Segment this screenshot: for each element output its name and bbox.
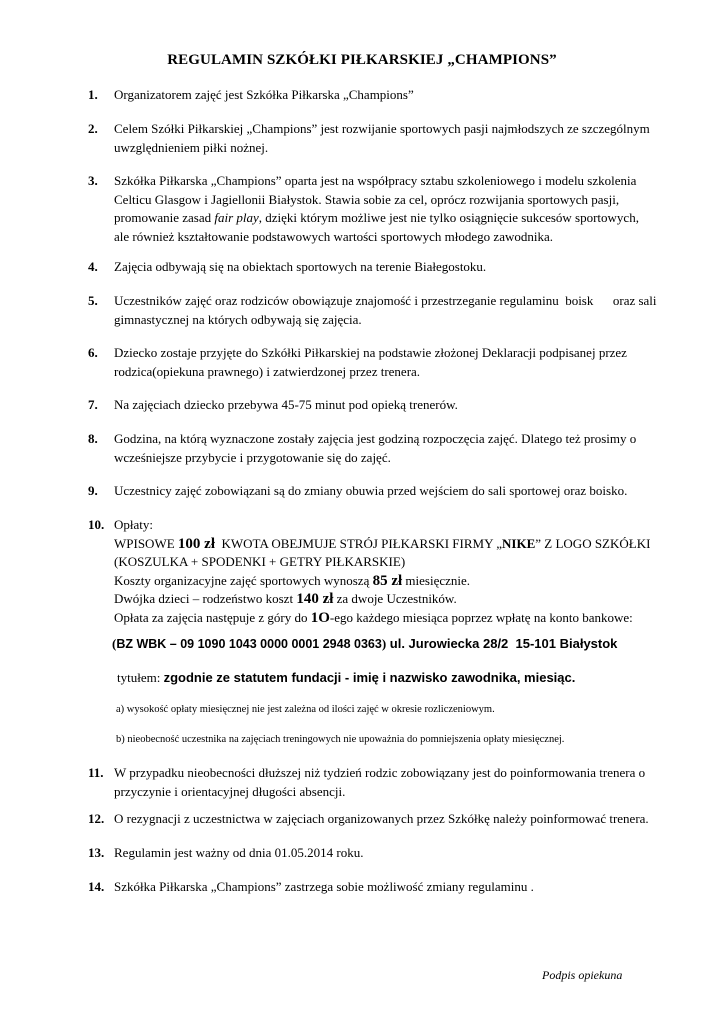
sibling-cost-line xyxy=(114,590,688,609)
rule-text-line: Dziecko zostaje przyjęte do Szkółki Piłkarskiej na podstawie złożonej Deklaracji podpisanej przez xyxy=(114,345,627,360)
transfer-title-label: tytułem: xyxy=(117,670,164,685)
rule-13 xyxy=(88,844,688,863)
bank-account-number: BZ WBK – 09 1090 1043 0000 0001 2948 0363 xyxy=(116,637,382,651)
rule-text-line: ale również kształtowanie podstawowych wartości sportowych młodego zawodnika. xyxy=(114,228,553,244)
rule-text-line: uwzględnieniem piłki nożnej. xyxy=(114,139,269,155)
bank-address: ul. Jurowiecka 28/2 15-101 Białystok xyxy=(386,636,618,651)
text-run: WPISOWE xyxy=(114,535,178,551)
fee-line xyxy=(114,535,688,554)
rule-text: Zajęcia odbywają się na obiektach sportowych na terenie Białegostoku. xyxy=(114,259,487,274)
rule-11 xyxy=(88,764,688,801)
rule-6 xyxy=(88,344,688,381)
fee-line: (KOSZULKA + SPODENKI + GETRY PIŁKARSKIE) xyxy=(114,554,406,569)
monthly-fee-amount: 85 zł xyxy=(372,572,403,589)
page-title: REGULAMIN SZKÓŁKI PIŁKARSKIEJ „CHAMPIONS” xyxy=(167,52,557,68)
rule-number: 4. xyxy=(88,259,98,274)
rule-number: 9. xyxy=(88,483,98,498)
text-run: za dwoje Uczestników. xyxy=(333,591,457,606)
rule-7 xyxy=(88,396,688,415)
rule-8 xyxy=(88,430,688,467)
rule-text: Na zajęciach dziecko przebywa 45-75 minut pod opieką trenerów. xyxy=(114,397,458,412)
text-run: Dwójka dzieci – rodzeństwo koszt xyxy=(114,591,297,606)
rule-number: 11. xyxy=(88,765,104,780)
rule-text-line xyxy=(114,209,688,228)
text-run: Koszty organizacyjne zajęć sportowych wynoszą xyxy=(114,572,373,588)
cost-line xyxy=(114,572,688,591)
rule-text: O rezygnacji z uczestnictwa w zajęciach organizowanych przez Szkółkę należy poinformować trenera. xyxy=(114,811,649,826)
rule-text-line: Celem Szółki Piłkarskiej „Champions” jest rozwijanie sportowych pasji najmłodszych ze szczególnym xyxy=(114,121,650,136)
rule-1 xyxy=(88,86,688,105)
rule-number: 14. xyxy=(88,879,105,894)
text-run: -ego każdego miesiąca poprzez wpłatę na konto bankowe: xyxy=(329,609,633,625)
sibling-fee-amount: 140 zł xyxy=(296,591,334,607)
rule-number: 2. xyxy=(88,121,98,136)
payment-line xyxy=(114,609,688,628)
rule-3 xyxy=(88,172,688,246)
rule-text-line: Szkółka Piłkarska „Champions” oparta jest na współpracy sztabu szkoleniowego i modelu szkolenia xyxy=(114,173,637,188)
rule-5 xyxy=(88,292,688,329)
rule-text-line: przyczynie i orientacyjnej długości absencji. xyxy=(114,783,346,799)
rule-text-line: Godzina, na którą wyznaczone zostały zajęcia jest godziną rozpoczęcia zajęć. Dlatego też prosimy o xyxy=(114,431,637,446)
fair-play-text: fair play xyxy=(214,210,259,225)
rule-4 xyxy=(88,258,688,277)
rule-text-line: rodzica(opiekuna prawnego) i zatwierdzonej przez trenera. xyxy=(114,363,421,379)
text-run: KWOTA OBEJMUJE STRÓJ PIŁKARSKI FIRMY „ xyxy=(215,535,503,551)
text-run: ” Z LOGO SZKÓŁKI xyxy=(535,535,651,551)
rule-number: 10. xyxy=(88,517,105,532)
rule-number: 7. xyxy=(88,397,98,412)
rule-number: 3. xyxy=(88,173,98,188)
payment-day: 1O xyxy=(310,609,330,626)
text-run: promowanie zasad xyxy=(114,210,215,225)
rule-number: 13. xyxy=(88,845,105,860)
transfer-title-line xyxy=(117,670,575,686)
rule-number: 5. xyxy=(88,293,98,308)
rule-number: 6. xyxy=(88,345,98,360)
rule-number: 1. xyxy=(88,87,98,102)
text-run: Opłata za zajęcia następuje z góry do xyxy=(114,609,311,625)
brand-name: NIKE xyxy=(502,535,536,551)
rule-text-line: Uczestników zajęć oraz rodziców obowiązuje znajomość i przestrzeganie regulaminu boisk oraz sali xyxy=(114,293,657,308)
entry-fee-amount: 100 zł xyxy=(177,535,215,552)
rule-2 xyxy=(88,120,688,157)
rule-number: 12. xyxy=(88,811,105,826)
rule-text-line: Celticu Glasgow i Jagiellonii Białystok. Stawia sobie za cel, oprócz rozwijania sportowych pasji, xyxy=(114,191,620,207)
rule-text: Uczestnicy zajęć zobowiązani są do zmiany obuwia przed wejściem do sali sportowej oraz boisko. xyxy=(114,483,628,498)
rule-text-line: W przypadku nieobecności dłuższej niż tydzień rodzic zobowiązany jest do poinformowania trenera o xyxy=(114,765,646,780)
fees-heading: Opłaty: xyxy=(114,517,153,532)
guardian-signature-label: Podpis opiekuna xyxy=(542,968,623,982)
rule-text-line: wcześniejsze przybycie i przygotowanie się do zajęć. xyxy=(114,449,391,465)
transfer-title-value: zgodnie ze statutem fundacji - imię i nazwisko zawodnika, miesiąc. xyxy=(163,670,576,685)
text-run: miesięcznie. xyxy=(402,572,471,588)
rule-14 xyxy=(88,878,688,897)
rule-text-line: gimnastycznej na których odbywają się zajęcia. xyxy=(114,311,362,327)
rule-text: Organizatorem zajęć jest Szkółka Piłkarska „Champions” xyxy=(114,87,414,102)
text-run: , dzięki którym możliwe jest nie tylko osiągnięcie sukcesów sportowych, xyxy=(258,210,639,225)
rule-10 xyxy=(88,516,688,627)
rule-12 xyxy=(88,810,688,829)
rule-text: Szkółka Piłkarska „Champions” zastrzega sobie możliwość zmiany regulaminu . xyxy=(114,879,534,894)
text-run: ( xyxy=(112,636,117,651)
rule-9 xyxy=(88,482,688,501)
rule-text: Regulamin jest ważny od dnia 01.05.2014 roku. xyxy=(114,845,364,860)
note-b: b) nieobecność uczestnika na zajęciach treningowych nie upoważnia do pomniejszenia opłaty miesięcznej. xyxy=(116,734,565,745)
note-a: a) wysokość opłaty miesięcznej nie jest zależna od ilości zajęć w okresie rozliczeniowym. xyxy=(116,704,495,715)
rule-number: 8. xyxy=(88,431,98,446)
text-run: ) xyxy=(381,636,387,651)
bank-account-line xyxy=(112,636,617,652)
